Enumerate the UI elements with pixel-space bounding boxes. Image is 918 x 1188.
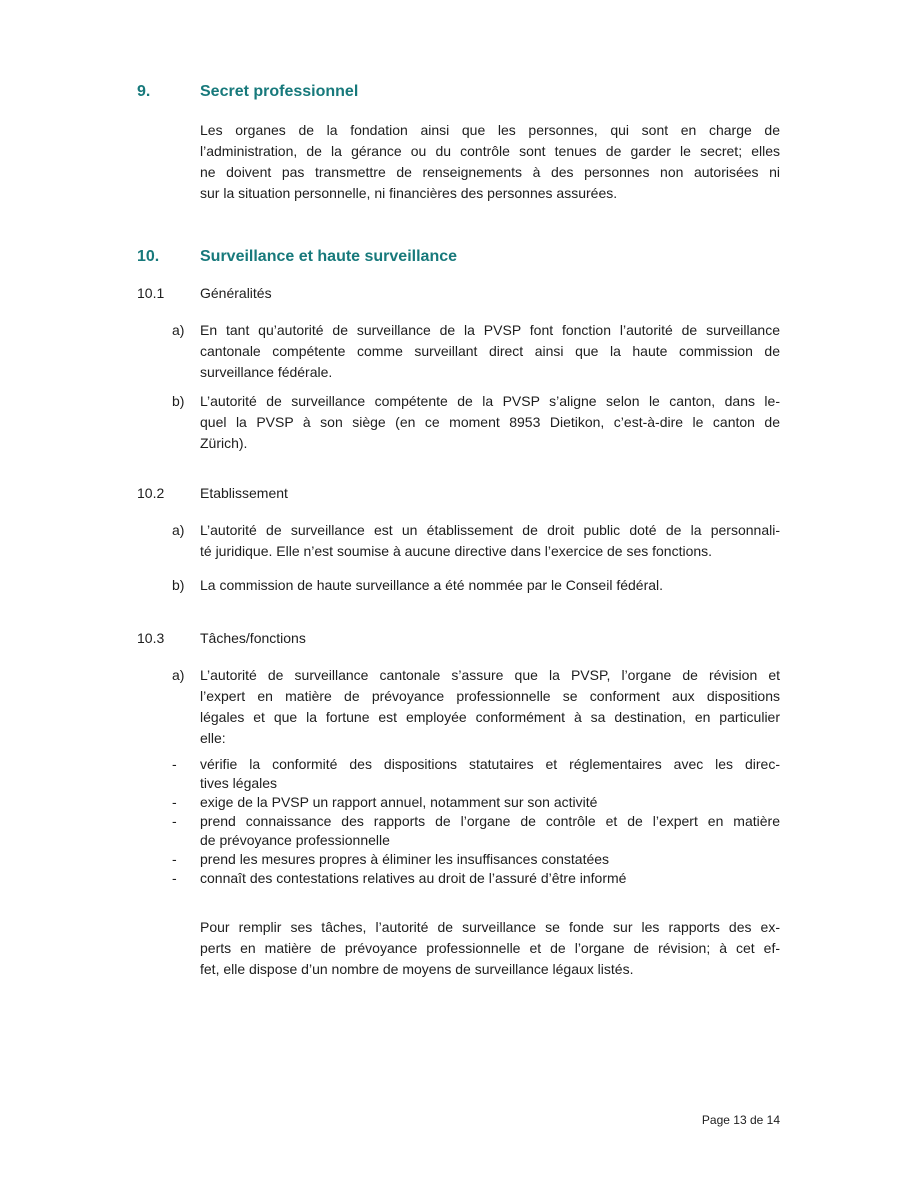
section-number: 9. bbox=[137, 83, 151, 100]
dash-list-item bbox=[172, 850, 780, 869]
item-text bbox=[200, 850, 780, 869]
item-label: a) bbox=[172, 522, 185, 538]
text-line: vérifie la conformité des dispositions statutaires et réglementaires avec les direc- bbox=[200, 756, 780, 772]
dash-list-item bbox=[172, 869, 780, 888]
text-line: Zürich). bbox=[200, 435, 248, 451]
dash-bullet: - bbox=[172, 813, 177, 829]
dash-bullet: - bbox=[172, 756, 177, 772]
text-line: fet, elle dispose d’un nombre de moyens de surveillance légaux listés. bbox=[200, 961, 634, 977]
subsection-number: 10.1 bbox=[137, 285, 165, 301]
text-line: tives légales bbox=[200, 775, 278, 791]
item-label: b) bbox=[172, 393, 185, 409]
list-item-a bbox=[172, 665, 780, 749]
text-line: exige de la PVSP un rapport annuel, notamment sur son activité bbox=[200, 794, 598, 810]
text-line: L’autorité de surveillance compétente de la PVSP s’aligne selon le canton, dans le- bbox=[200, 393, 780, 409]
section-9-heading bbox=[137, 82, 780, 102]
subsection-title: Etablissement bbox=[200, 485, 288, 501]
text-line: ne doivent pas transmettre de renseignements à des personnes non autorisées ni bbox=[200, 164, 780, 180]
text-line: prend les mesures propres à éliminer les insuffisances constatées bbox=[200, 851, 610, 867]
text-line: surveillance fédérale. bbox=[200, 364, 333, 380]
list-item-b bbox=[172, 575, 780, 596]
item-text bbox=[200, 320, 780, 383]
list-item-b bbox=[172, 391, 780, 454]
text-line: quel la PVSP à son siège (en ce moment 8953 Dietikon, c’est-à-dire le canton de bbox=[200, 414, 780, 430]
text-line: Pour remplir ses tâches, l’autorité de surveillance se fonde sur les rapports des ex- bbox=[200, 919, 780, 935]
dash-bullet: - bbox=[172, 794, 177, 810]
subsection-10-3-heading bbox=[137, 628, 780, 649]
dash-list-item bbox=[172, 755, 780, 793]
item-text bbox=[200, 869, 780, 888]
item-text bbox=[200, 665, 780, 749]
text-line: cantonale compétente comme surveillant direct ainsi que la haute commission de bbox=[200, 343, 780, 359]
text-line: L’autorité de surveillance cantonale s’assure que la PVSP, l’organe de révision et bbox=[200, 667, 780, 683]
text-line: de prévoyance professionnelle bbox=[200, 832, 390, 848]
subsection-title: Tâches/fonctions bbox=[200, 630, 306, 646]
subsection-10-1-heading bbox=[137, 283, 780, 304]
section-number: 10. bbox=[137, 248, 160, 265]
dash-list bbox=[137, 755, 780, 888]
text-line: légales et que la fortune est employée conformément à sa destination, en particulier bbox=[200, 709, 780, 725]
section-10-heading bbox=[137, 247, 780, 267]
item-label: a) bbox=[172, 322, 185, 338]
item-text bbox=[200, 575, 780, 596]
page-number: Page 13 de 14 bbox=[701, 1113, 780, 1127]
text-line: La commission de haute surveillance a été nommée par le Conseil fédéral. bbox=[200, 577, 664, 593]
section-title: Surveillance et haute surveillance bbox=[200, 248, 458, 265]
text-line: l’expert en matière de prévoyance professionnelle se conforment aux dispositions bbox=[200, 688, 780, 704]
item-text bbox=[200, 793, 780, 812]
text-line: L’autorité de surveillance est un établissement de droit public doté de la personnali- bbox=[200, 522, 780, 538]
text-line: té juridique. Elle n’est soumise à aucune directive dans l’exercice de ses fonctions. bbox=[200, 543, 713, 559]
dash-bullet: - bbox=[172, 870, 177, 886]
item-label: a) bbox=[172, 667, 185, 683]
text-line: elle: bbox=[200, 730, 226, 746]
text-line: sur la situation personnelle, ni financières des personnes assurées. bbox=[200, 185, 618, 201]
item-text bbox=[200, 755, 780, 793]
text-line: connaît des contestations relatives au droit de l’assuré d’être informé bbox=[200, 870, 627, 886]
subsection-title: Généralités bbox=[200, 285, 272, 301]
list-item-a bbox=[172, 520, 780, 562]
text-line: En tant qu’autorité de surveillance de la PVSP font fonction l’autorité de surveillance bbox=[200, 322, 780, 338]
section-title: Secret professionnel bbox=[200, 83, 359, 100]
dash-list-item bbox=[172, 812, 780, 850]
text-line: Les organes de la fondation ainsi que les personnes, qui sont en charge de bbox=[200, 122, 780, 138]
item-text bbox=[200, 812, 780, 850]
item-text bbox=[200, 520, 780, 562]
item-label: b) bbox=[172, 577, 185, 593]
closing-paragraph bbox=[200, 917, 780, 980]
subsection-10-2-heading bbox=[137, 483, 780, 504]
subsection-number: 10.3 bbox=[137, 630, 165, 646]
dash-list-item bbox=[172, 793, 780, 812]
subsection-number: 10.2 bbox=[137, 485, 165, 501]
text-line: prend connaissance des rapports de l’organe de contrôle et de l’expert en matière bbox=[200, 813, 780, 829]
text-line: perts en matière de prévoyance professionnelle et de l’organe de révision; à cet ef- bbox=[200, 940, 780, 956]
paragraph bbox=[200, 120, 780, 204]
dash-bullet: - bbox=[172, 851, 177, 867]
item-text bbox=[200, 391, 780, 454]
text-line: l’administration, de la gérance ou du contrôle sont tenues de garder le secret; elles bbox=[200, 143, 780, 159]
list-item-a bbox=[172, 320, 780, 383]
